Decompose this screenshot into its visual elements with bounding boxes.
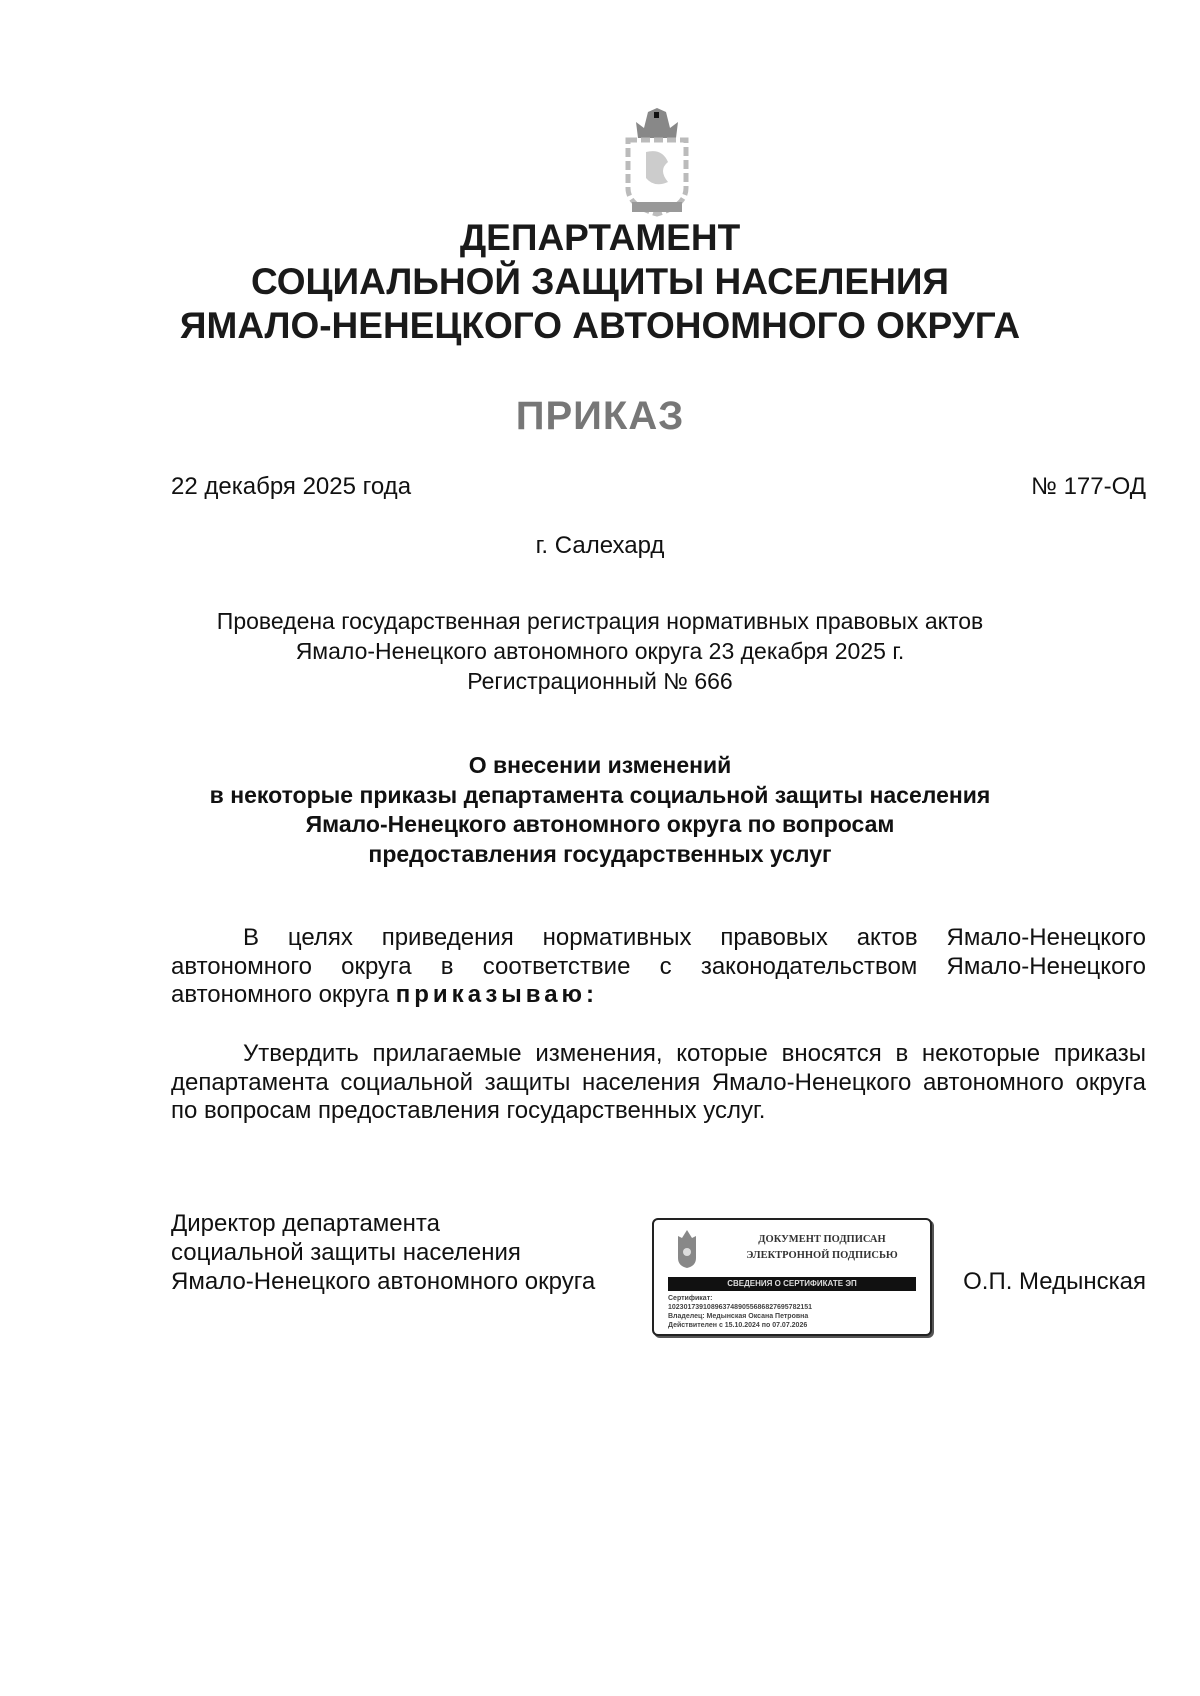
stamp-title: ЭЛЕКТРОННОЙ ПОДПИСЬЮ [746,1250,898,1261]
signatory-position [171,1209,595,1296]
stamp-validity: Действителен с 15.10.2024 по 07.07.2026 [668,1322,808,1329]
city: г. Салехард [535,532,665,559]
title-line: О внесении изменений [468,752,732,778]
signatory-name: О.П. Медынская [963,1268,1146,1295]
header-line: ЯМАЛО-НЕНЕЦКОГО АВТОНОМНОГО ОКРУГА [179,305,1021,346]
document-date: 22 декабря 2025 года [171,473,412,500]
preamble-paragraph [171,924,1146,1010]
order-text: Утвердить прилагаемые изменения, которые вносятся в некоторые приказы департамента социальной защиты населения Ямало-Ненецкого автономного округа по вопросам предоставления государственных услуг. [171,1040,1146,1124]
position-line: Ямало-Ненецкого автономного округа [171,1268,596,1295]
stamp-cert-label: Сертификат: [668,1295,713,1302]
document-type: ПРИКАЗ [515,394,685,438]
title-line: в некоторые приказы департамента социальной защиты населения [209,781,991,808]
electronic-signature-stamp [652,1218,932,1336]
document-number: № 177-ОД [1031,473,1146,500]
stamp-emblem-icon [672,1228,702,1270]
coat-of-arms-icon [618,108,696,218]
registration-line: Проведена государственная регистрация нормативных правовых актов [216,608,984,634]
stamp-cert-bar: СВЕДЕНИЯ О СЕРТИФИКАТЕ ЭП [668,1277,916,1291]
header-line: ДЕПАРТАМЕНТ [459,217,741,258]
registration-line: Ямало-Ненецкого автономного округа 23 декабря 2025 г. [295,638,905,664]
order-keyword: приказываю: [395,981,599,1008]
title-line: предоставления государственных услуг [368,840,832,867]
registration-note [0,606,1200,696]
stamp-title: ДОКУМЕНТ ПОДПИСАН [758,1234,886,1245]
position-line: Директор департамента [171,1210,440,1237]
registration-line: Регистрационный № 666 [467,668,733,694]
title-line: Ямало-Ненецкого автономного округа по вопросам [305,811,895,837]
preamble-text: В целях приведения нормативных правовых актов Ямало-Ненецкого автономного округа в соответствие с законодательством Ямало-Ненецкого автономного округа [171,924,1146,1008]
document-title [0,751,1200,869]
department-header [0,216,1200,348]
position-line: социальной защиты населения [171,1239,521,1266]
stamp-owner: Владелец: Медынская Оксана Петровна [668,1313,809,1320]
header-line: СОЦИАЛЬНОЙ ЗАЩИТЫ НАСЕЛЕНИЯ [250,261,950,302]
stamp-cert-number: 1023017391089637489055686827695782151 [668,1304,813,1311]
order-paragraph [171,1040,1146,1126]
